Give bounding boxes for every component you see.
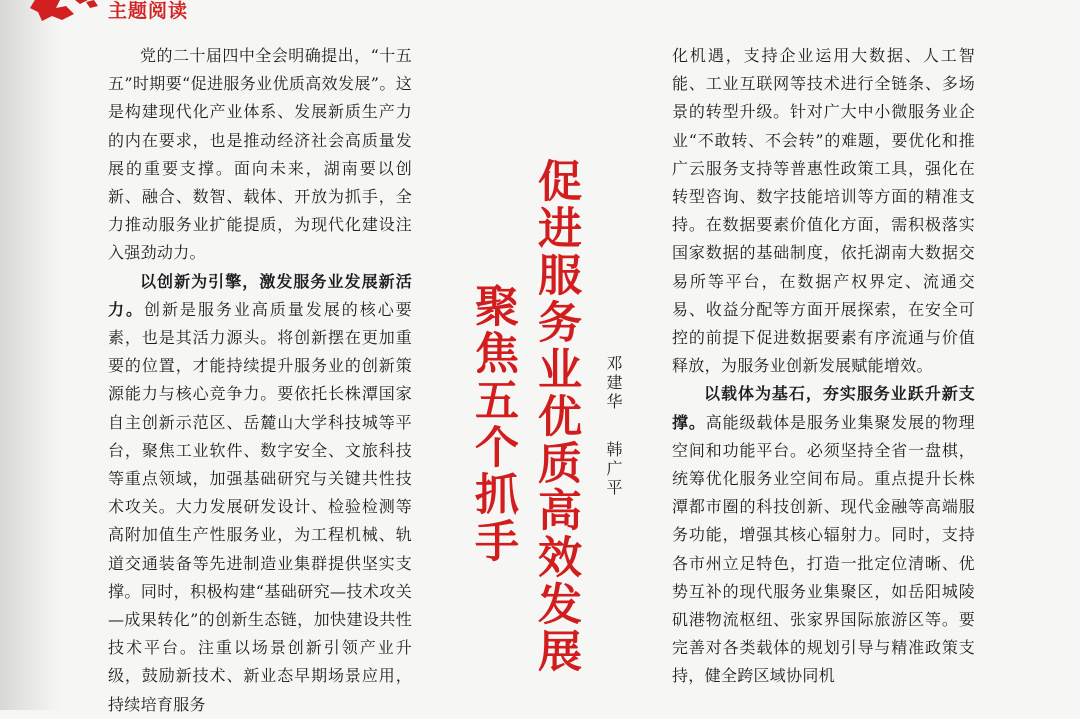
article-title: 促进服务业优质高效发展 xyxy=(530,158,581,675)
section-title: 主题阅读 xyxy=(108,0,189,22)
article-subtitle: 聚焦五个抓手 xyxy=(467,283,518,565)
page-edge-shadow xyxy=(0,0,60,710)
section-paragraph-innovation xyxy=(108,268,412,719)
continuation-paragraph: 化机遇，支持企业运用大数据、人工智能、工业互联网等技术进行全链条、多场景的转型升级。针对广大中小微服务业企业“不敢转、不会转”的难题，要优化和推广云服务支持等普惠性政策工具，强化在转型咨询、数字技能培训等方面的精准支持。在数据要素价值化方面，需积极落实国家数据的基础制度，依托湖南大数据交易所等平台，在数据产权界定、流通交易、收益分配等方面开展探索，在安全可控的前提下促进数据要素有序流通与价值释放，为服务业创新发展赋能增效。 xyxy=(672,46,975,376)
section-body-carrier: 高能级载体是服务业集聚发展的物理空间和功能平台。必须坚持全省一盘棋，统筹优化服务业空间布局。重点提升长株潭都市圈的科技创新、现代金融等高端服务功能，增强其核心辐射力。同时，支持各市州立足特色，打造一批定位清晰、优势互补的现代服务业集聚区，如岳阳城陵矶港物流枢纽、张家界国际旅游区等。要完善对各类载体的规划引导与精准政策支持，健全跨区域协同机 xyxy=(672,412,975,686)
article-right-column xyxy=(672,42,975,691)
section-heading-innovation: 以创新为引擎，激发服务业发展新活力。 xyxy=(108,271,412,319)
author-name: 邓建华 xyxy=(604,355,623,412)
section-logo-icon xyxy=(30,0,100,22)
section-paragraph-carrier xyxy=(672,380,975,690)
article-left-column xyxy=(108,42,412,719)
section-body-innovation: 创新是服务业高质量发展的核心要素，也是其活力源头。将创新摆在更加重要的位置，才能持续提升服务业的创新策源能力与核心竞争力。要依托长株潭国家自主创新示范区、岳麓山大学科技城等平台，聚焦工业软件、数字安全、文旅科技等重点领域，加强基础研究与关键共性技术攻关。大力发展研发设计、检验检测等高附加值生产性服务业，为工程机械、轨道交通装备等先进制造业集群提供坚实支撑。同时，积极构建“基础研究—技术攻关—成果转化”的创新生态链，加快建设共性技术平台。注重以场景创新引领产业升级，鼓励新技术、新业态早期场景应用，持续培育服务 xyxy=(108,299,412,714)
author-name: 韩广平 xyxy=(604,441,623,498)
intro-paragraph: 党的二十届四中全会明确提出，“十五五”时期要“促进服务业优质高效发展”。这是构建现代化产业体系、发展新质生产力的内在要求，也是推动经济社会高质量发展的重要支撑。面向未来，湖南要以创新、融合、数智、载体、开放为抓手，全力推动服务业扩能提质，为现代化建设注入强劲动力。 xyxy=(108,46,412,263)
section-heading-carrier: 以载体为基石，夯实服务业跃升新支撑。 xyxy=(672,384,975,432)
